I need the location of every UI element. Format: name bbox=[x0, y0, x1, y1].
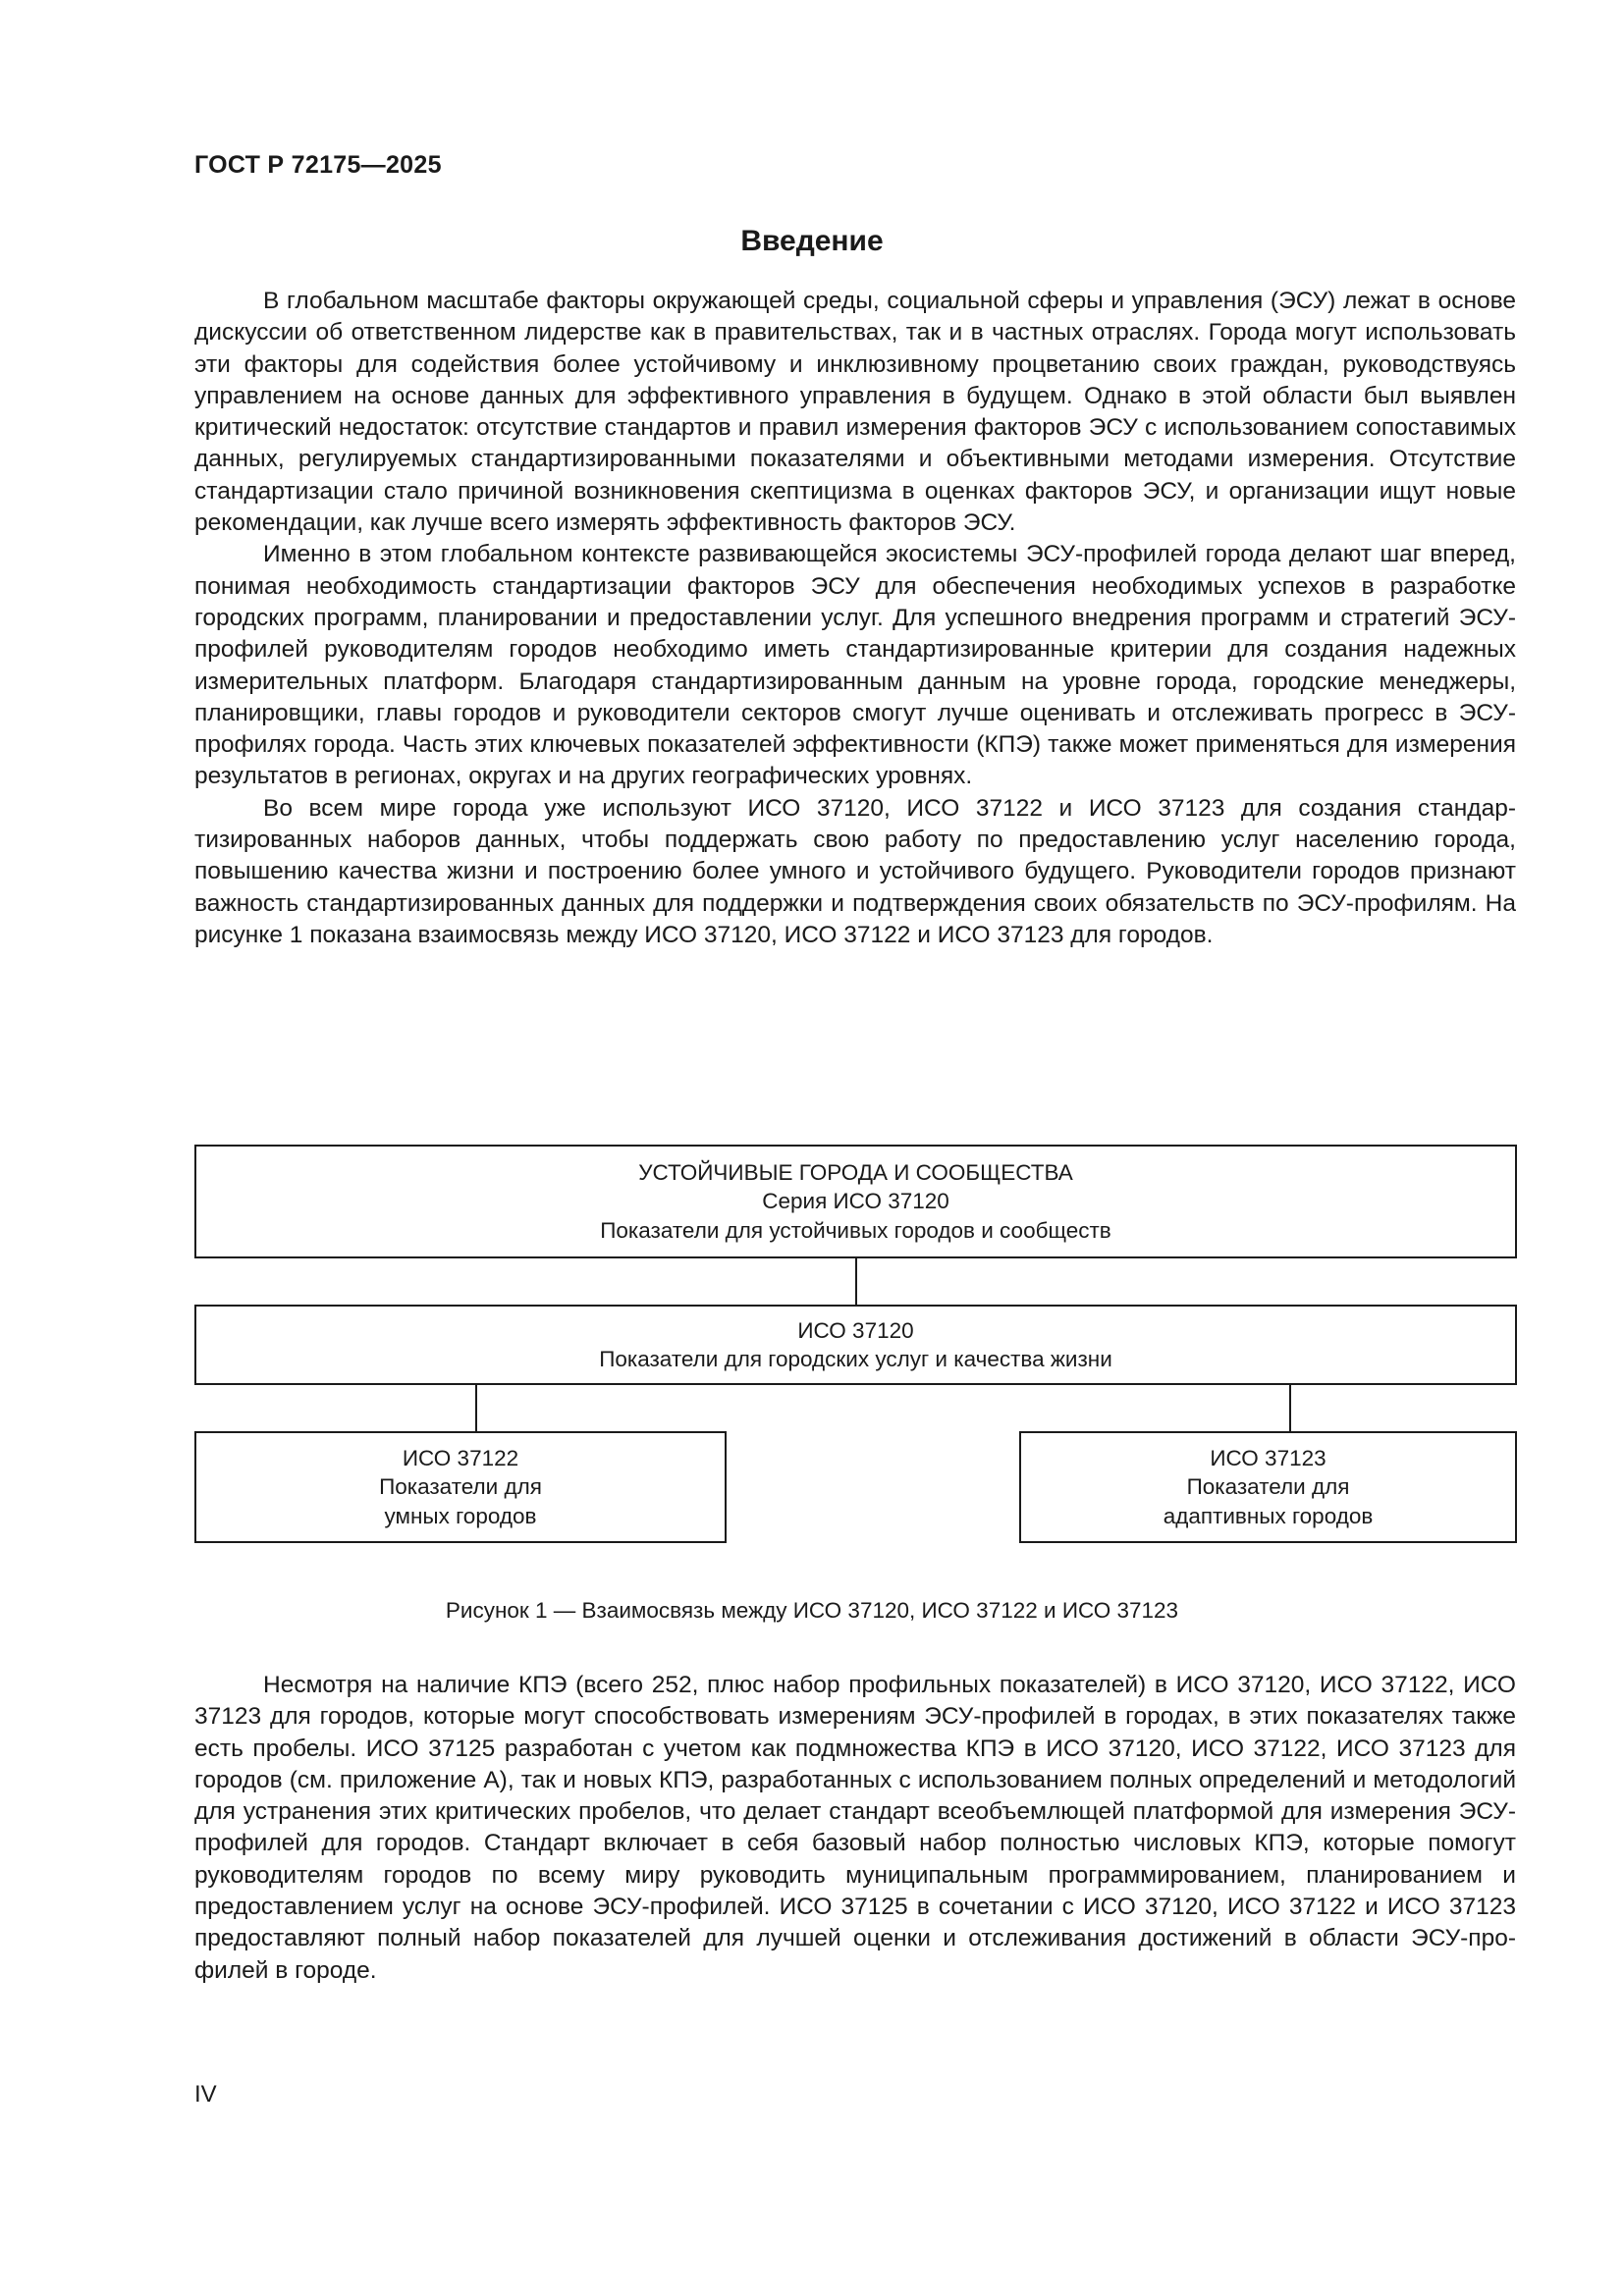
box-line: Показатели для bbox=[1186, 1474, 1350, 1500]
section-title: Введение bbox=[740, 225, 884, 257]
box-line: ИСО 37120 bbox=[797, 1317, 914, 1343]
diagram-box-series bbox=[194, 1145, 1517, 1258]
box-line: Показатели для городских услуг и качества жизни bbox=[599, 1347, 1112, 1371]
paragraph: В глобальном масштабе факторы окружающей среды, социальной сферы и управления (ЭСУ) лежат в основе дискуссии об ответственном лидерстве как в правительствах, так и в частных отраслях. Города могут использовать эти факторы для содействия более устойчивому и инклюзивному процветанию своих граждан, руководствуясь управлением на основе данных для эффективного управления в будущем. Однако в этой области был выявлен критический недостаток: отсутствие стандартов и правил измерения факторов ЭСУ с использованием сопоставимых данных, регулируемых стандартизированными показателями и объективными методами измерения. Отсутствие стандартизации стало причиной возникновения скептицизма в оценках факторов ЭСУ, и организации ищут новые рекомендации, как лучше всего измерять эффективность факторов ЭСУ. bbox=[194, 288, 1516, 537]
figure-caption: Рисунок 1 — Взаимосвязь между ИСО 37120, ИСО 37122 и ИСО 37123 bbox=[445, 1598, 1179, 1623]
diagram-box-iso-37123 bbox=[1019, 1431, 1517, 1543]
paragraph: Во всем мире города уже используют ИСО 37120, ИСО 37122 и ИСО 37123 для создания стандартизированных наборов данных, чтобы поддержать свою работу по предоставлению услуг населению города, повышению качества жизни и построению более умного и устойчивого будущего. Руководители городов признают важность стандартизированных данных для поддержки и подтверждения своих обязательств по ЭСУ-профилям. На рисунке 1 показана взаимосвязь между ИСО 37120, ИСО 37122 и ИСО 37123 для городов. bbox=[194, 794, 1516, 948]
box-line: Показатели для устойчивых городов и сообществ bbox=[600, 1217, 1111, 1243]
diagram-box-iso-37122 bbox=[194, 1431, 727, 1543]
page-number: IV bbox=[194, 2081, 217, 2108]
connector-line bbox=[475, 1385, 477, 1431]
box-line: УСТОЙЧИВЫЕ ГОРОДА И СООБЩЕСТВА bbox=[638, 1159, 1073, 1185]
connector-line bbox=[855, 1258, 857, 1305]
box-line: Показатели для bbox=[379, 1474, 542, 1500]
box-line: адаптивных городов bbox=[1163, 1503, 1374, 1528]
connector-line bbox=[1289, 1385, 1291, 1431]
figure-diagram bbox=[194, 1145, 1517, 1547]
paragraph: Несмотря на наличие КПЭ (всего 252, плюс набор профильных показателей) в ИСО 37120, ИСО 37122, ИСО 37123 для городов, которые могут способствовать измерениям ЭСУ-профилей в городах, в этих показателях также есть пробелы. ИСО 37125 разработан с учетом как подмножества КПЭ в ИСО 37120, ИСО 37122, ИСО 37123 для городов (см. приложение А), так и новых КПЭ, разработанных с использованием полных определений и методологий для устранения этих критических пробелов, что делает стандарт всеобъемлющей платформой для измерения ЭСУ-профилей для городов. Стандарт включает в себя базовый набор полностью числовых КПЭ, которые помогут руководителям городов по всему миру руководить муниципальным программированием, планированием и предоставлением услуг на основе ЭСУ-профилей. ИСО 37125 в сочетании с ИСО 37120, ИСО 37122 и ИСО 37123 предоставляют полный набор показателей для лучшей оценки и отслеживания достижений в области ЭСУ-профилей в городе. bbox=[194, 1672, 1516, 1984]
diagram-box-iso-37120 bbox=[194, 1305, 1517, 1385]
box-line: Серия ИСО 37120 bbox=[762, 1189, 949, 1214]
box-line: ИСО 37123 bbox=[1210, 1445, 1326, 1470]
intro-text-block bbox=[194, 286, 1516, 951]
paragraph: Именно в этом глобальном контексте развивающейся экосистемы ЭСУ-профилей города делают шаг вперед, понимая необходимость стандартизации факторов ЭСУ для обеспечения необходимых успехов в разработке городских программ, планировании и предоставлении услуг. Для успешного внедрения программ и стратегий ЭСУ-профилей руководителям городов необходимо иметь стандартизированные критерии для создания надежных измерительных платформ. Благодаря стандартизированным данным на уровне города, городские менеджеры, планировщики, главы городов и руководители секторов смогут лучше оценивать и отслеживать прогресс в ЭСУ-профилях города. Часть этих ключевых показателей эффективности (КПЭ) также может применяться для измерения результатов в регионах, округах и на других географических уровнях. bbox=[194, 541, 1516, 790]
box-line: ИСО 37122 bbox=[402, 1445, 519, 1470]
box-line: умных городов bbox=[384, 1503, 537, 1528]
after-figure-text-block bbox=[194, 1670, 1516, 1987]
document-code: ГОСТ Р 72175—2025 bbox=[194, 151, 442, 179]
